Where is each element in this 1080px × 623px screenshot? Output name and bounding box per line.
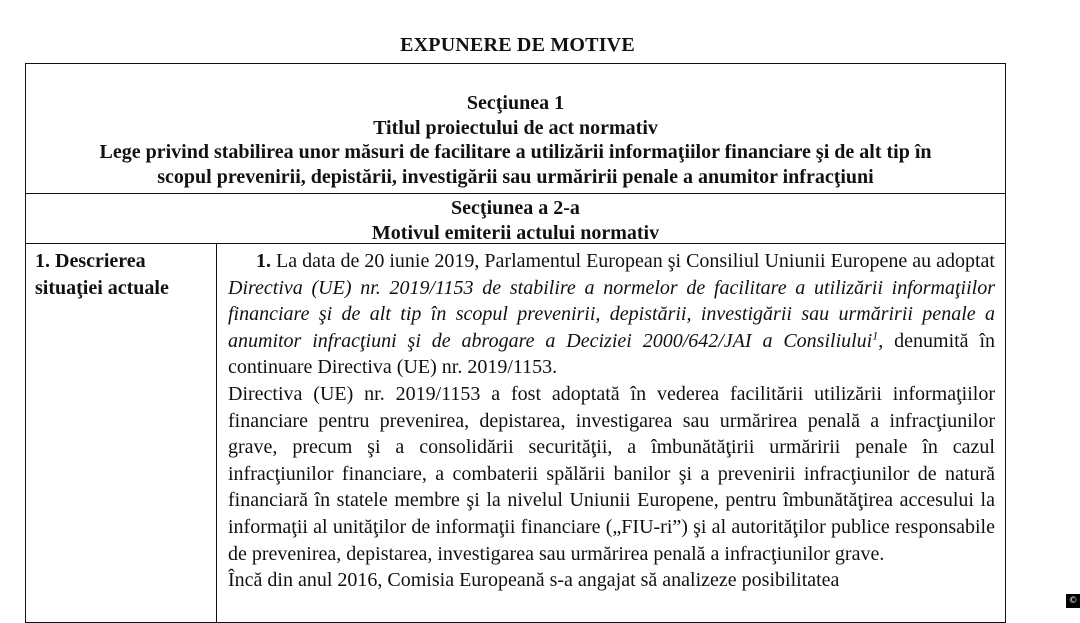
paragraph-1 bbox=[228, 248, 995, 381]
section-1-header bbox=[26, 64, 1005, 194]
section-2-subheading: Motivul emiterii actului normativ bbox=[371, 221, 660, 244]
row-label-line-1: 1. Descrierea bbox=[35, 250, 146, 272]
paragraph-3: Încă din anul 2016, Comisia Europeană s-a angajat să analizeze posibilitatea bbox=[228, 569, 840, 592]
copyright-badge: © bbox=[1066, 594, 1080, 608]
paragraph-1-end: , denumită în continuare Directiva (UE) nr. 2019/1153. bbox=[228, 329, 996, 379]
section-2-heading: Secţiunea a 2-a bbox=[451, 197, 580, 219]
paragraph-1-intro: La data de 20 iunie 2019, Parlamentul European şi Consiliul Uniunii Europene au adoptat bbox=[271, 250, 995, 272]
row-content-cell bbox=[217, 244, 1005, 622]
paragraph-1-number: 1. bbox=[256, 250, 271, 272]
footnote-marker[interactable]: 1 bbox=[872, 328, 879, 343]
motives-table bbox=[25, 63, 1006, 623]
section-2-header bbox=[26, 194, 1005, 244]
section-1-heading: Secţiunea 1 bbox=[466, 92, 565, 114]
row-label-cell bbox=[26, 244, 217, 622]
directive-title-italic: Directiva (UE) nr. 2019/1153 de stabilire a normelor de facilitare a utilizării informaţiilor financiare şi de alt tip în scopul prevenirii, depistării, investigării sau urmăririi penale a anumitor infracţiuni şi de abrogare a Deciziei 2000/642/JAI a Consiliului bbox=[228, 276, 995, 352]
law-title-line-2: scopul prevenirii, depistării, investigării sau urmăririi penale a anumitor infracţiuni bbox=[157, 165, 874, 188]
row-label-line-2: situaţiei actuale bbox=[35, 277, 169, 299]
paragraph-2: Directiva (UE) nr. 2019/1153 a fost adoptată în vederea facilitării utilizării informaţiilor financiare pentru prevenirea, depistarea, investigarea sau urmărirea penală a infracţiunilor grave, precum şi a consolidării securităţii, a îmbunătăţirii urmăririi penale în cazul infracţiunilor financiare, a combaterii spălării banilor şi a prevenirii infracţiunilor de natură financiară în statele membre şi la nivelul Uniunii Europene, pentru îmbunătăţirea accesului la informaţii al unităţilor de informaţii financiare („FIU-ri”) şi al autorităţilor publice responsabile de prevenirea, depistarea, investigarea sau urmărirea penală a infracţiunilor grave. bbox=[228, 382, 995, 565]
section-1-subheading: Titlul proiectului de act normativ bbox=[373, 116, 658, 139]
document-title: EXPUNERE DE MOTIVE bbox=[400, 34, 635, 56]
law-title-line-1: Lege privind stabilirea unor măsuri de facilitare a utilizării informaţiilor financiare şi de alt tip în bbox=[99, 141, 932, 163]
